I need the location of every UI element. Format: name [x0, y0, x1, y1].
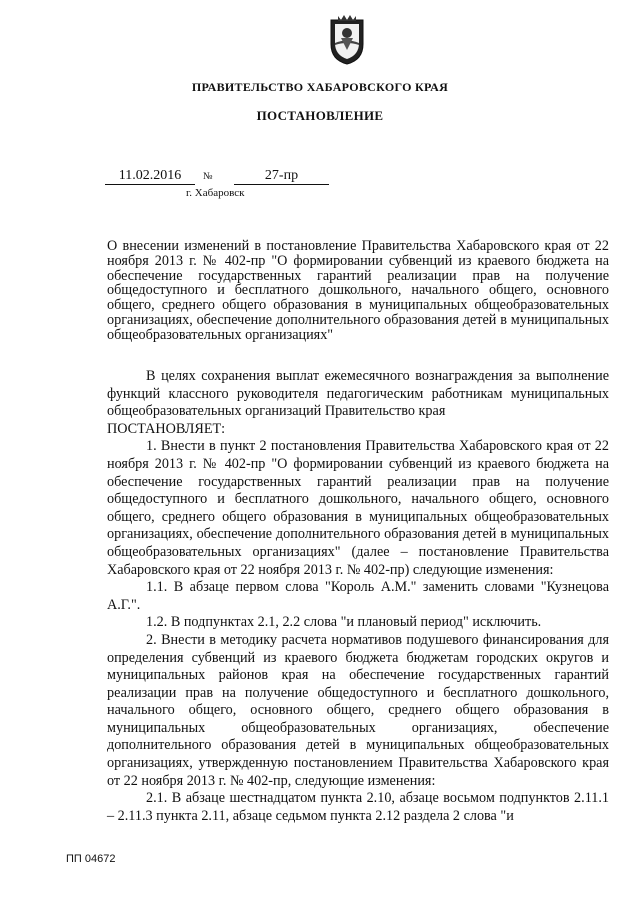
footer-code: ПП 04672 — [66, 853, 116, 865]
item-2-paragraph: 2. Внести в методику расчета нормативов подушевого финансирования для определения субвенций из краевого бюджета бюджетам городских округов и муниципальных районов края на обеспечение государственных гарантий реализации прав на получение общедоступного и бесплатного дошкольного, начального общего, основного общего, среднего общего образования в муниципальных общеобразовательных организациях, обеспечение дополнительного образования детей в муниципальных общеобразовательных организациях, утвержденную постановлением Правительства Хабаровского края от 22 ноября 2013 г. № 402-пр, следующие изменения: — [107, 631, 609, 789]
document-date: 11.02.2016 — [105, 168, 195, 185]
preamble-paragraph: В целях сохранения выплат ежемесячного вознаграждения за выполнение функций классного руководителя педагогическим работникам муниципальных общеобразовательных организаций Правительство края — [107, 368, 609, 420]
document-type: ПОСТАНОВЛЕНИЕ — [256, 108, 384, 123]
item-1-2-paragraph: 1.2. В подпунктах 2.1, 2.2 слова "и плановый период" исключить. — [146, 614, 542, 631]
number-sign: № — [203, 171, 213, 182]
government-name: ПРАВИТЕЛЬСТВО ХАБАРОВСКОГО КРАЯ — [191, 80, 449, 94]
item-1-paragraph: 1. Внести в пункт 2 постановления Правительства Хабаровского края от 22 ноября 2013 г. № 402-пр "О формировании субвенций из краевого бюджета на обеспечение государственных гарантий реализации прав на получение общедоступного и бесплатного дошкольного, начального общего, основного общего, среднего общего образования в муниципальных общеобразовательных организациях, обеспечение дополнительного образования детей в муниципальных общеобразовательных организациях" (далее – постановление Правительства Хабаровского края от 22 ноября 2013 г. № 402-пр) следующие изменения: — [107, 438, 609, 578]
document-body — [107, 368, 609, 825]
document-number: 27-пр — [234, 168, 329, 185]
document-subject: О внесении изменений в постановление Правительства Хабаровского края от 22 ноября 2013 г. № 402-пр "О формировании субвенций из краевого бюджета на обеспечение государственных гарантий реализации прав на получение общедоступного и бесплатного дошкольного, начального общего, основного общего, среднего общего образования в муниципальных общеобразовательных организациях, обеспечение дополнительного образования детей в муниципальных общеобразовательных организациях" — [107, 238, 609, 343]
document-city: г. Хабаровск — [186, 187, 245, 199]
coat-of-arms-icon — [327, 14, 367, 66]
item-1-1-paragraph: 1.1. В абзаце первом слова "Король А.М." заменить словами "Кузнецова А.Г.". — [107, 579, 609, 613]
resolves-heading: ПОСТАНОВЛЯЕТ: — [107, 420, 226, 437]
item-2-1-paragraph: 2.1. В абзаце шестнадцатом пункта 2.10, абзаце восьмом подпунктов 2.11.1 – 2.11.3 пункта 2.11, абзаце седьмом пункта 2.12 раздела 2 слова "и — [107, 790, 609, 824]
